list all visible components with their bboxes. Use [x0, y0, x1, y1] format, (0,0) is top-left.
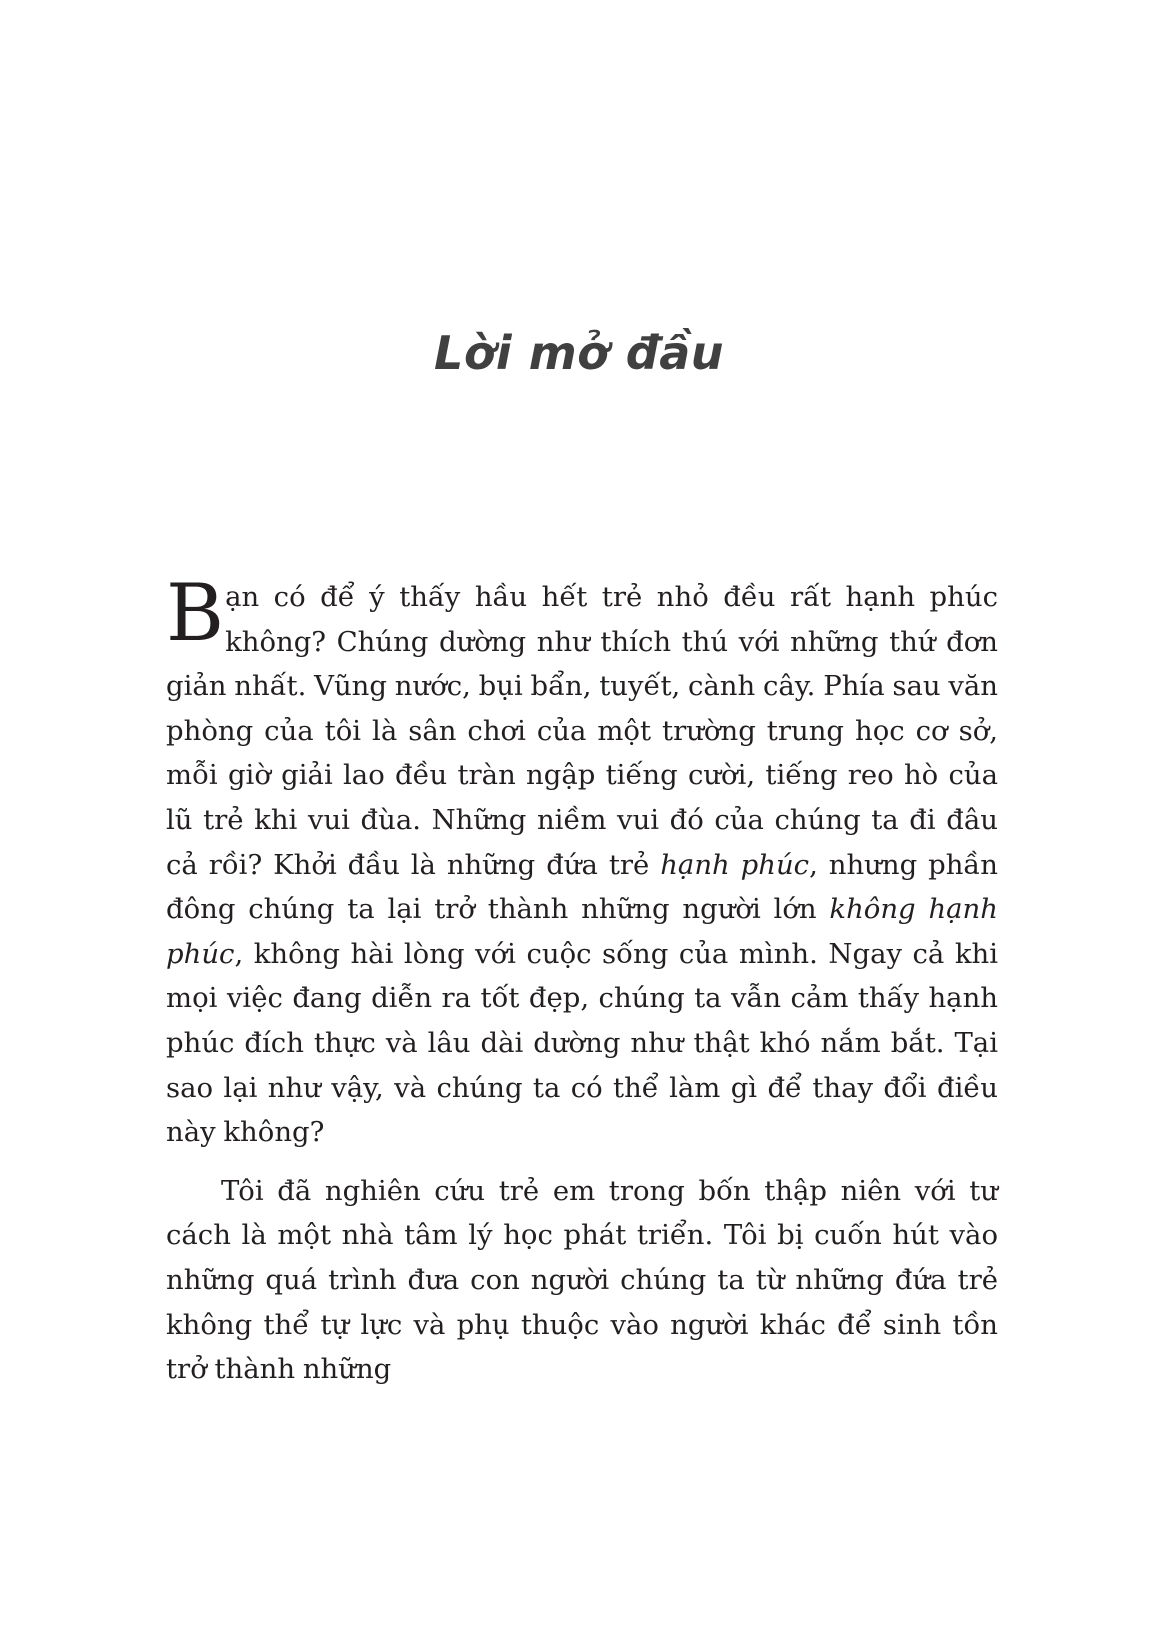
body-text [166, 567, 998, 1392]
drop-cap: B [166, 567, 225, 659]
paragraph-1-part-2: , nhưng phần đông chúng ta lại trở thành những người lớn [166, 848, 998, 926]
paragraph-1-italic-1: hạnh phúc [660, 848, 810, 881]
paragraph-2: Tôi đã nghiên cứu trẻ em trong bốn thập niên với tư cách là một nhà tâm lý học phát triển. Tôi bị cuốn hút vào những quá trình đưa con người chúng ta từ những đứa trẻ không thể tự lực và phụ thuộc vào người khác để sinh tồn trở thành những [166, 1174, 998, 1386]
paragraph-1-part-3: , không hài lòng với cuộc sống của mình. Ngay cả khi mọi việc đang diễn ra tốt đẹp, chúng ta vẫn cảm thấy hạnh phúc đích thực và lâu dài dường như thật khó nắm bắt. Tại sao lại như vậy, và chúng ta có thể làm gì để thay đổi điều này không? [166, 937, 998, 1149]
paragraph-1-part-1: ạn có để ý thấy hầu hết trẻ nhỏ đều rất hạnh phúc không? Chúng dường như thích thú với những thứ đơn giản nhất. Vũng nước, bụi bẩn, tuyết, cành cây. Phía sau văn phòng của tôi là sân chơi của một trường trung học cơ sở, mỗi giờ giải lao đều tràn ngập tiếng cười, tiếng reo hò của lũ trẻ khi vui đùa. Những niềm vui đó của chúng ta đi đâu cả rồi? Khởi đầu là những đứa trẻ [166, 581, 998, 881]
paragraph-1 [166, 567, 998, 1155]
paragraph-1-italic-2: không hạnh phúc [166, 893, 998, 970]
chapter-title: Lời mở đầu [434, 326, 724, 380]
